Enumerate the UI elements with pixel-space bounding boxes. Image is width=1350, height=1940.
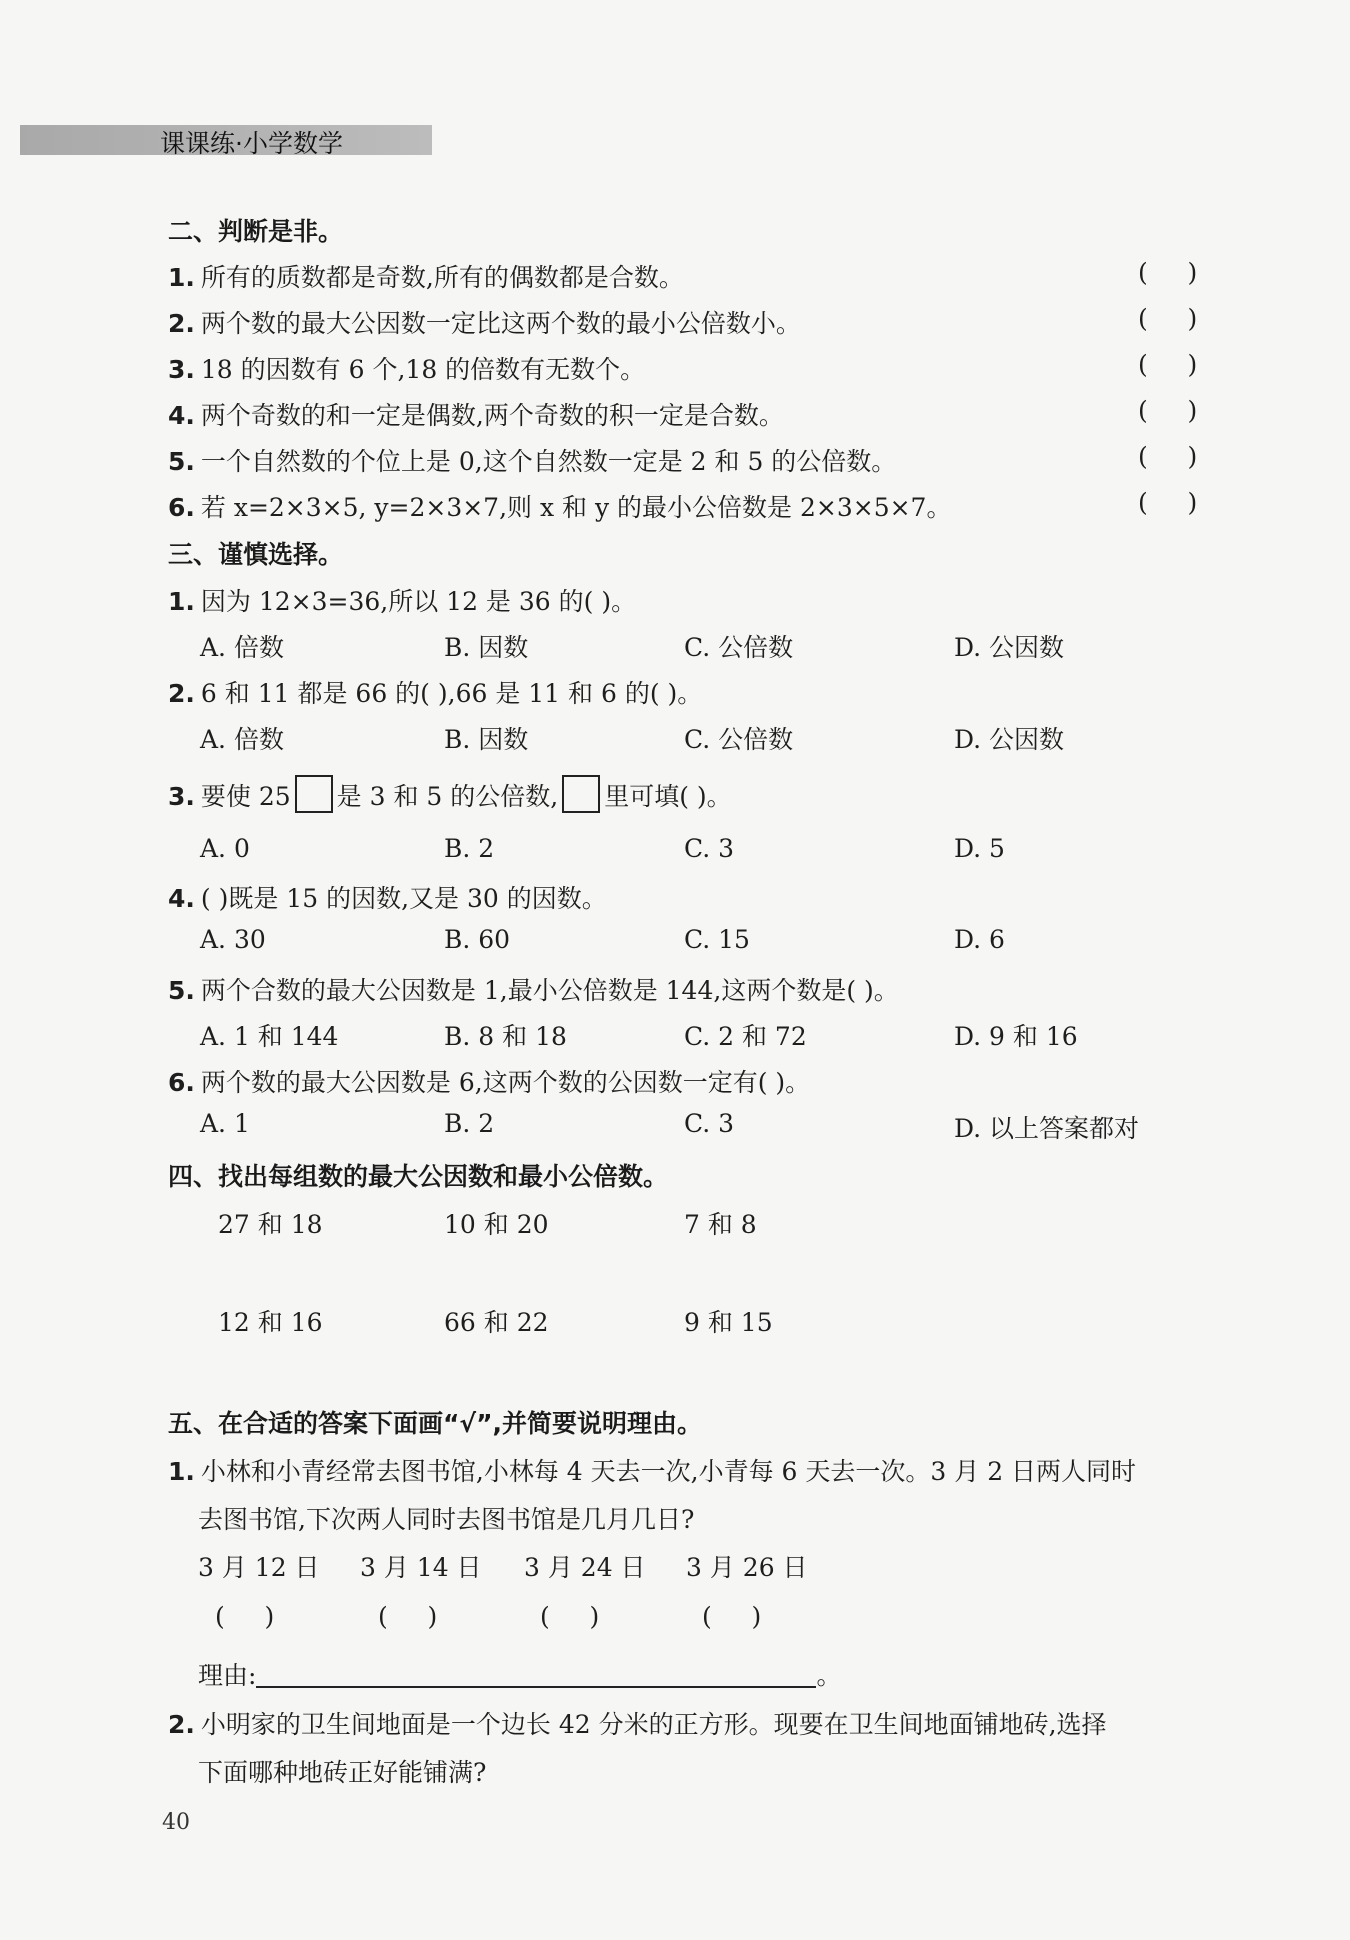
judge-item-5: 5. 一个自然数的个位上是 0,这个自然数一定是 2 和 5 的公倍数。 bbox=[168, 447, 897, 476]
option-d[interactable]: D. 9 和 16 bbox=[954, 1022, 1078, 1051]
date-choice: 3 月 14 日 bbox=[360, 1553, 482, 1582]
answer-paren[interactable]: ( ) bbox=[1138, 258, 1198, 287]
option-a[interactable]: A. 30 bbox=[200, 925, 266, 954]
judge-item-6: 6. 若 x=2×3×5, y=2×3×7,则 x 和 y 的最小公倍数是 2×3×5×7。 bbox=[168, 493, 952, 522]
option-b[interactable]: B. 因数 bbox=[444, 725, 529, 754]
number-pair: 10 和 20 bbox=[444, 1210, 549, 1239]
answer-paren[interactable]: ( ) bbox=[1138, 488, 1198, 517]
option-c[interactable]: C. 3 bbox=[684, 1109, 735, 1138]
option-d[interactable]: D. 5 bbox=[954, 834, 1005, 863]
option-c[interactable]: C. 公倍数 bbox=[684, 725, 794, 754]
number-pair: 9 和 15 bbox=[684, 1308, 773, 1337]
option-b[interactable]: B. 60 bbox=[444, 925, 511, 954]
section2-title: 二、判断是非。 bbox=[168, 217, 344, 246]
choice-question-2: 2. 6 和 11 都是 66 的( ),66 是 11 和 6 的( )。 bbox=[168, 679, 703, 708]
choice-question-3: 3. 要使 25 是 3 和 5 的公倍数, 里可填( )。 bbox=[168, 775, 732, 813]
word-problem-1-line1: 1. 小林和小青经常去图书馆,小林每 4 天去一次,小青每 6 天去一次。3 月 2 日两人同时 bbox=[168, 1457, 1137, 1486]
check-paren[interactable]: ( ) bbox=[215, 1602, 275, 1631]
option-a[interactable]: A. 倍数 bbox=[200, 633, 284, 662]
check-paren[interactable]: ( ) bbox=[540, 1602, 600, 1631]
reason-line: 理由: 。 bbox=[198, 1661, 842, 1690]
choice-question-4: 4. ( )既是 15 的因数,又是 30 的因数。 bbox=[168, 884, 607, 913]
word-problem-2-line1: 2. 小明家的卫生间地面是一个边长 42 分米的正方形。现要在卫生间地面铺地砖,选择 bbox=[168, 1710, 1107, 1739]
choice-question-1: 1. 因为 12×3=36,所以 12 是 36 的( )。 bbox=[168, 587, 637, 616]
blank-box[interactable] bbox=[295, 775, 333, 813]
check-paren[interactable]: ( ) bbox=[702, 1602, 762, 1631]
option-b[interactable]: B. 8 和 18 bbox=[444, 1022, 567, 1051]
section5-title: 五、在合适的答案下面画“√”,并简要说明理由。 bbox=[168, 1409, 703, 1438]
option-b[interactable]: B. 2 bbox=[444, 1109, 495, 1138]
option-d[interactable]: D. 以上答案都对 bbox=[954, 1114, 1140, 1143]
header-title: 课课练·小学数学 bbox=[160, 129, 343, 158]
option-a[interactable]: A. 1 bbox=[200, 1109, 250, 1138]
choice-question-5: 5. 两个合数的最大公因数是 1,最小公倍数是 144,这两个数是( )。 bbox=[168, 976, 899, 1005]
option-c[interactable]: C. 15 bbox=[684, 925, 750, 954]
option-d[interactable]: D. 6 bbox=[954, 925, 1005, 954]
option-a[interactable]: A. 倍数 bbox=[200, 725, 284, 754]
option-d[interactable]: D. 公因数 bbox=[954, 633, 1065, 662]
option-d[interactable]: D. 公因数 bbox=[954, 725, 1065, 754]
judge-item-1: 1. 所有的质数都是奇数,所有的偶数都是合数。 bbox=[168, 263, 684, 292]
answer-paren[interactable]: ( ) bbox=[1138, 396, 1198, 425]
judge-item-3: 3. 18 的因数有 6 个,18 的倍数有无数个。 bbox=[168, 355, 646, 384]
judge-item-2: 2. 两个数的最大公因数一定比这两个数的最小公倍数小。 bbox=[168, 309, 801, 338]
date-choice: 3 月 24 日 bbox=[524, 1553, 646, 1582]
number-pair: 12 和 16 bbox=[218, 1308, 323, 1337]
answer-paren[interactable]: ( ) bbox=[1138, 350, 1198, 379]
answer-paren[interactable]: ( ) bbox=[1138, 442, 1198, 471]
judge-item-4: 4. 两个奇数的和一定是偶数,两个奇数的积一定是合数。 bbox=[168, 401, 784, 430]
option-c[interactable]: C. 3 bbox=[684, 834, 735, 863]
word-problem-1-line2: 去图书馆,下次两人同时去图书馆是几月几日? bbox=[198, 1505, 695, 1534]
check-paren[interactable]: ( ) bbox=[378, 1602, 438, 1631]
word-problem-2-line2: 下面哪种地砖正好能铺满? bbox=[198, 1758, 487, 1787]
option-b[interactable]: B. 因数 bbox=[444, 633, 529, 662]
blank-box[interactable] bbox=[562, 775, 600, 813]
option-b[interactable]: B. 2 bbox=[444, 834, 495, 863]
date-choice: 3 月 26 日 bbox=[686, 1553, 808, 1582]
choice-question-6: 6. 两个数的最大公因数是 6,这两个数的公因数一定有( )。 bbox=[168, 1068, 811, 1097]
section3-title: 三、谨慎选择。 bbox=[168, 540, 344, 569]
option-a[interactable]: A. 0 bbox=[200, 834, 250, 863]
option-c[interactable]: C. 2 和 72 bbox=[684, 1022, 807, 1051]
page-number: 40 bbox=[162, 1810, 190, 1835]
number-pair: 66 和 22 bbox=[444, 1308, 549, 1337]
reason-input[interactable] bbox=[256, 1662, 816, 1688]
option-a[interactable]: A. 1 和 144 bbox=[200, 1022, 339, 1051]
date-choice: 3 月 12 日 bbox=[198, 1553, 320, 1582]
option-c[interactable]: C. 公倍数 bbox=[684, 633, 794, 662]
number-pair: 7 和 8 bbox=[684, 1210, 757, 1239]
section4-title: 四、找出每组数的最大公因数和最小公倍数。 bbox=[168, 1162, 669, 1191]
number-pair: 27 和 18 bbox=[218, 1210, 323, 1239]
answer-paren[interactable]: ( ) bbox=[1138, 304, 1198, 333]
